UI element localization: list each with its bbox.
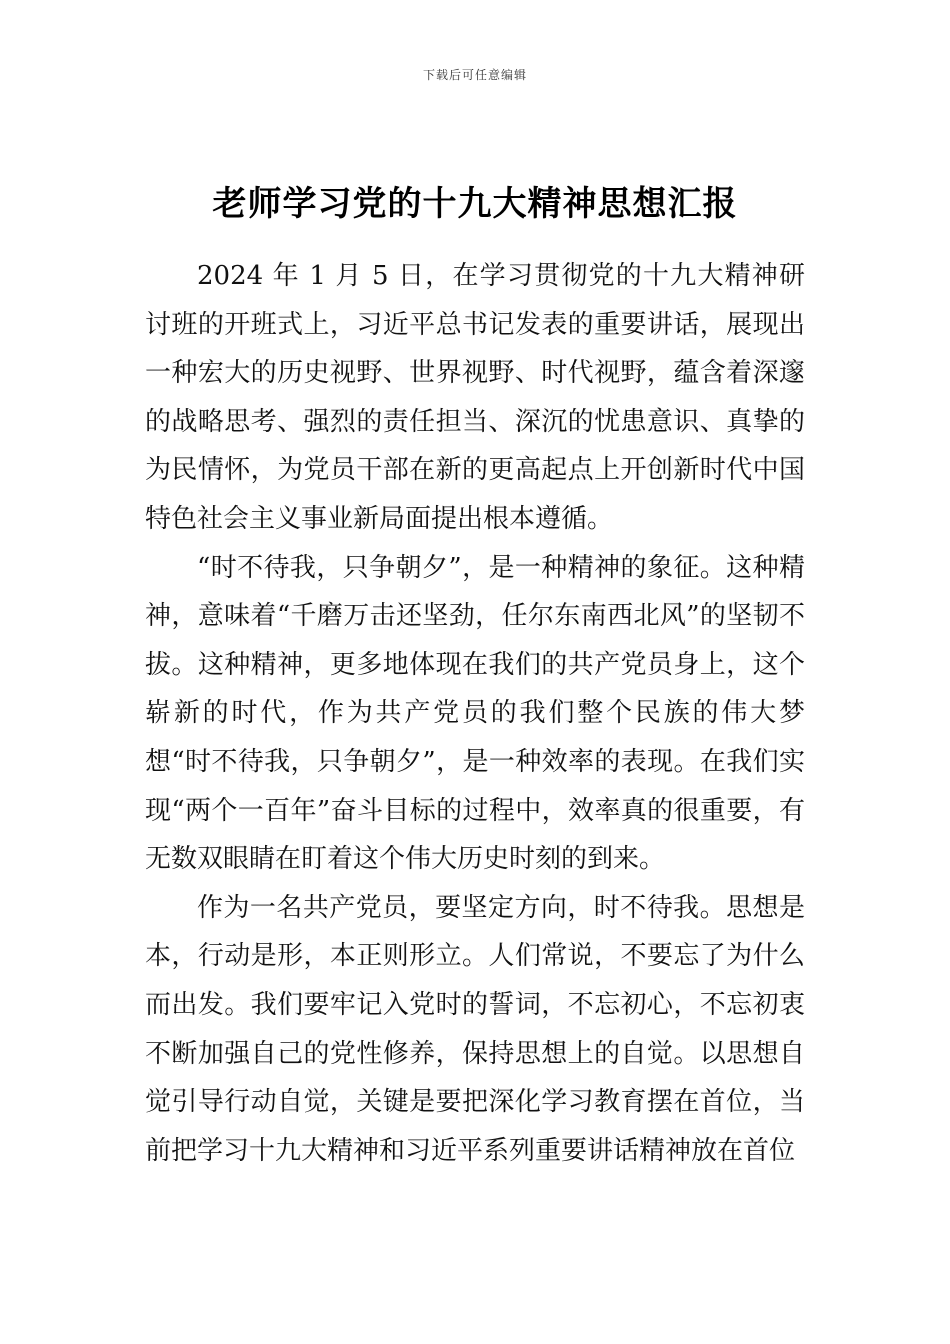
- paragraph: 作为一名共产党员，要坚定方向，时不待我。思想是本，行动是形，本正则形立。人们常说，不要忘了为什么而出发。我们要牢记入党时的誓词，不忘初心，不忘初衷不断加强自己的党性修养，保持思想上的自觉。以思想自觉引导行动自觉，关键是要把深化学习教育摆在首位，当前把学习十九大精神和习近平系列重要讲话精神放在首位: [145, 892, 805, 1166]
- paragraph: 2024 年 1 月 5 日，在学习贯彻党的十九大精神研讨班的开班式上，习近平总书记发表的重要讲话，展现出一种宏大的历史视野、世界视野、时代视野，蕴含着深邃的战略思考、强烈的责任担当、深沉的忧患意识、真挚的为民情怀，为党员干部在新的更高起点上开创新时代中国特色社会主义事业新局面提出根本遵循。: [145, 261, 805, 534]
- document-title: 老师学习党的十九大精神思想汇报: [212, 184, 738, 224]
- document-body: [145, 252, 805, 1175]
- paragraph: “时不待我，只争朝夕”，是一种精神的象征。这种精神，意味着“千磨万击还坚劲，任尔东南西北风”的坚韧不拔。这种精神，更多地体现在我们的共产党员身上，这个崭新的时代，作为共产党员的我们整个民族的伟大梦想“时不待我，只争朝夕”，是一种效率的表现。在我们实现“两个一百年”奋斗目标的过程中，效率真的很重要，有无数双眼睛在盯着这个伟大历史时刻的到来。: [145, 552, 805, 875]
- header-note: 下载后可任意编辑: [422, 68, 527, 82]
